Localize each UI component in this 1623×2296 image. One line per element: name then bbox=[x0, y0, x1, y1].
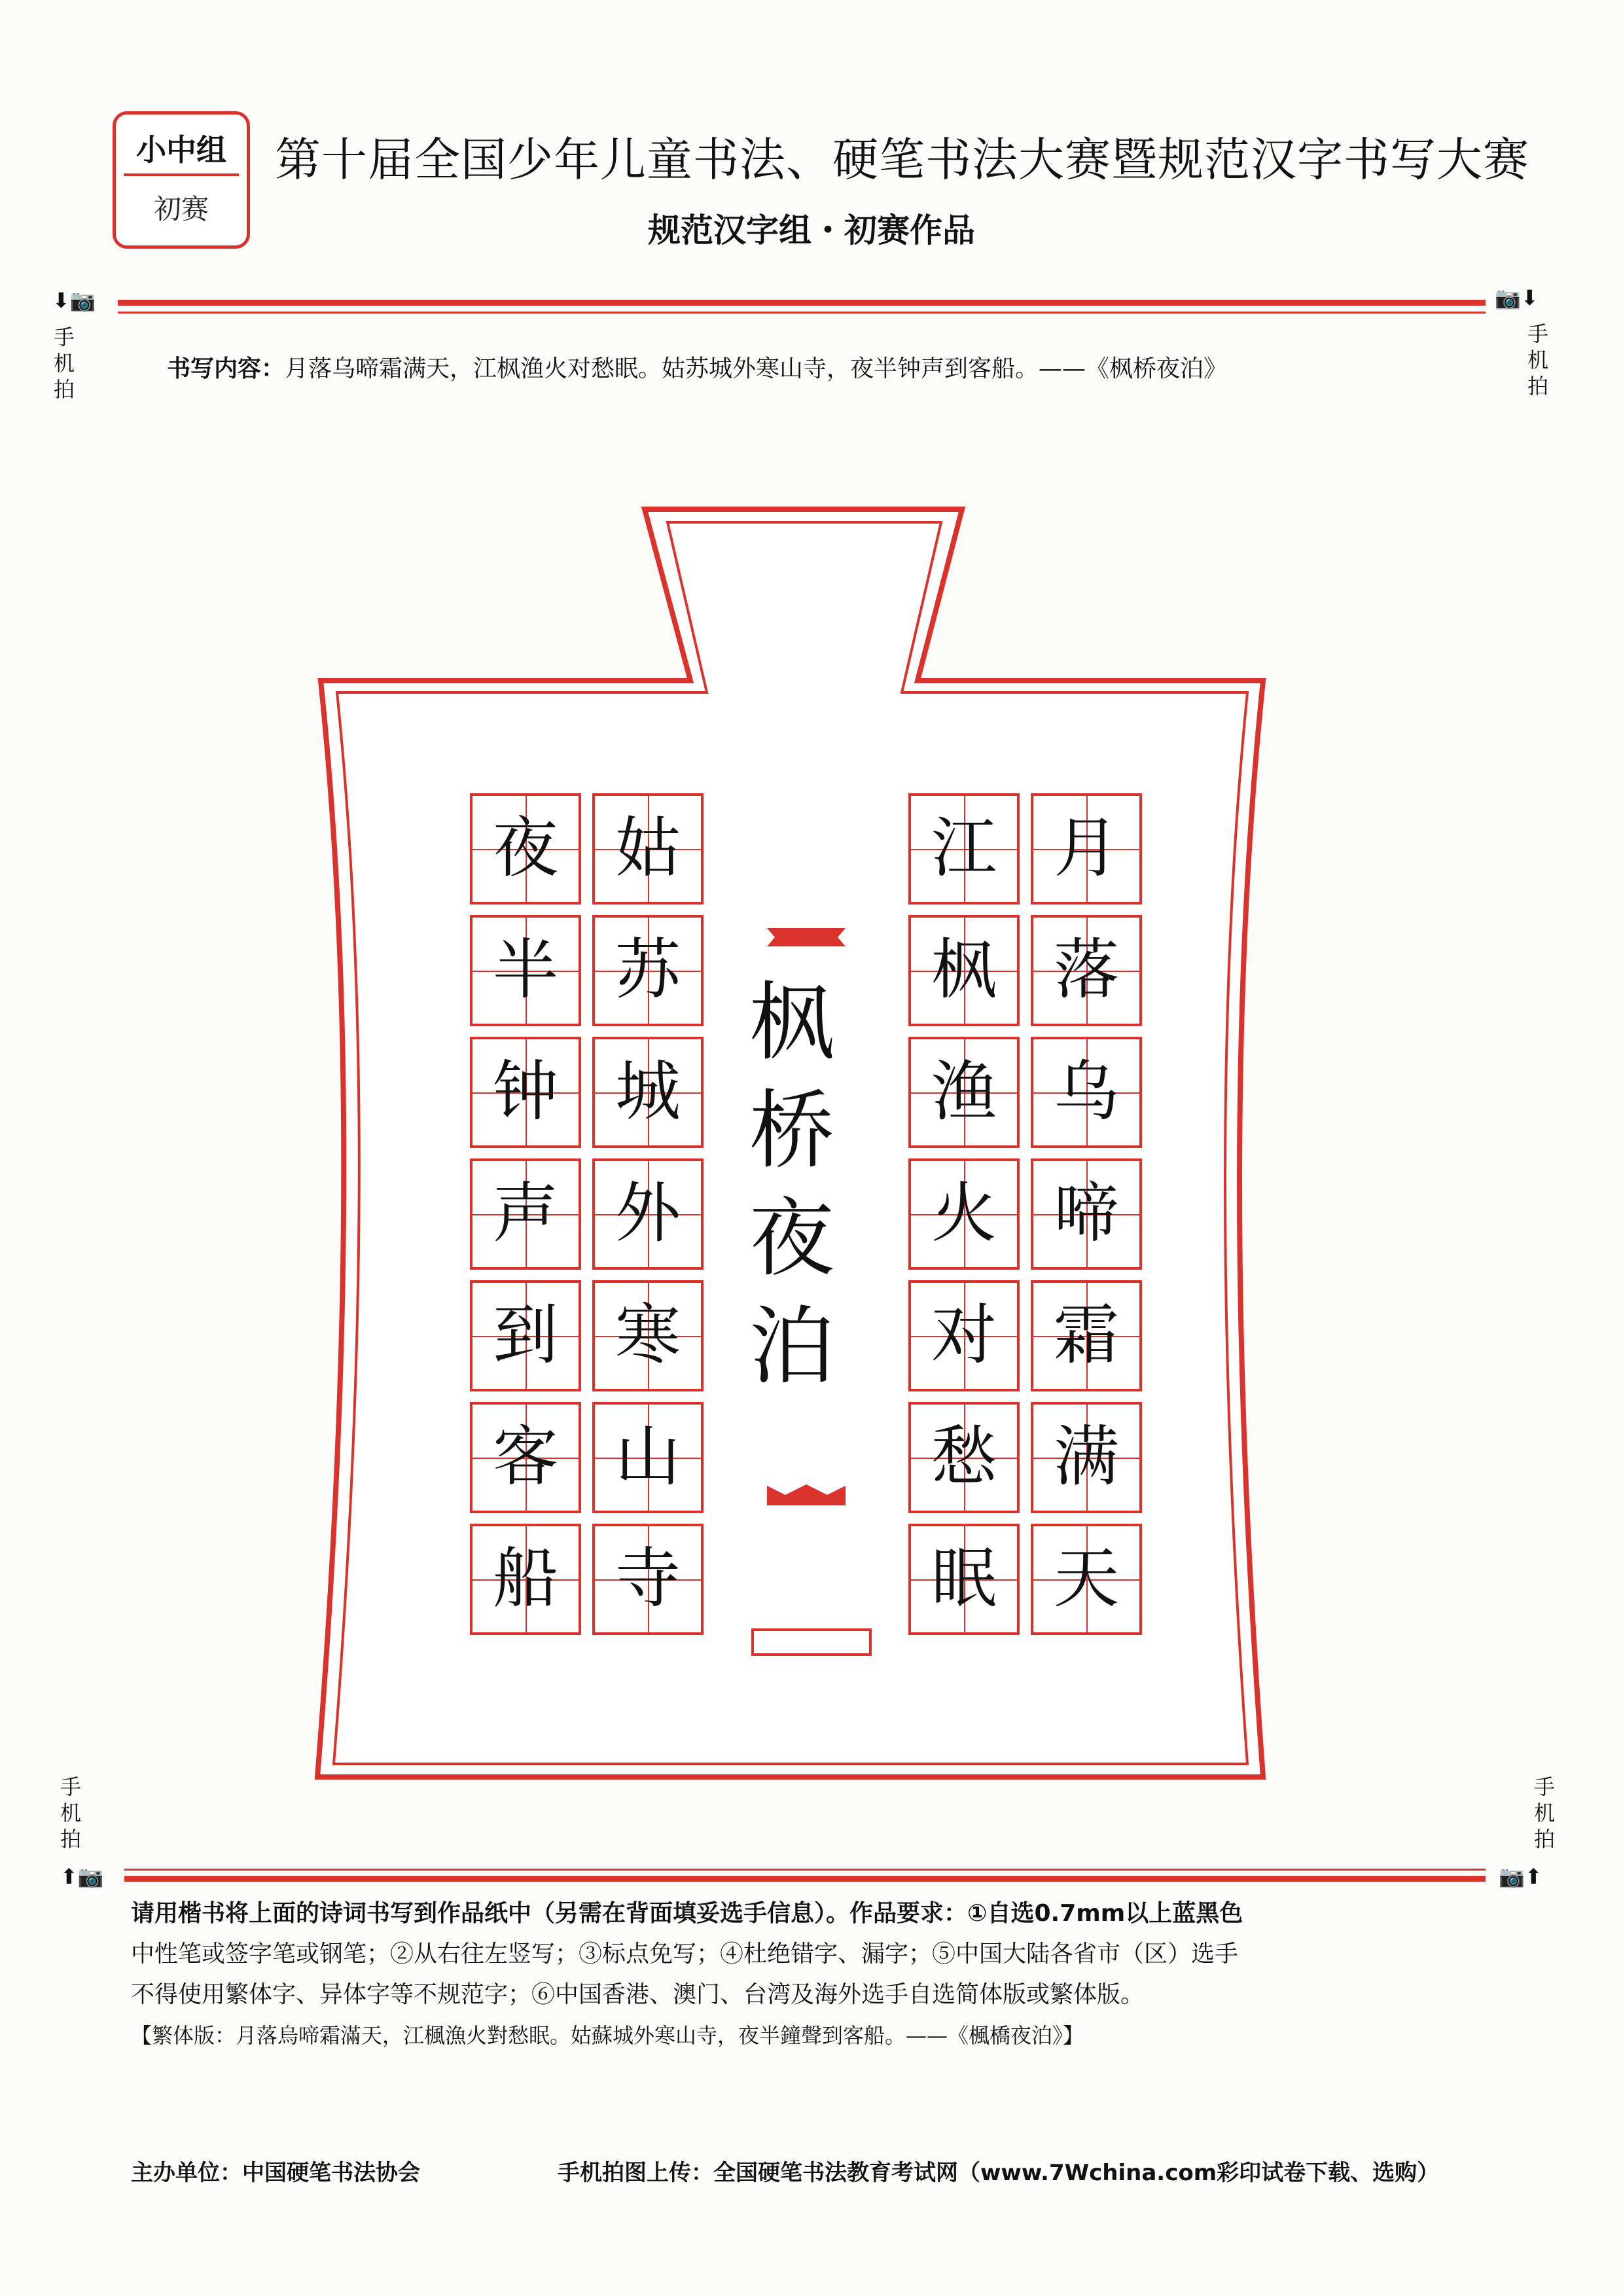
camera-upload-icon: ⬆📷 bbox=[60, 1864, 104, 1889]
grid-cell bbox=[908, 793, 1020, 905]
grid-character: 半 bbox=[493, 931, 558, 1008]
grid-character: 山 bbox=[615, 1418, 681, 1495]
grid-character: 枫 bbox=[931, 931, 997, 1008]
page-subtitle: 规范汉字组・初赛作品 bbox=[648, 211, 975, 249]
grid-cell bbox=[1031, 915, 1142, 1026]
grid-cell bbox=[470, 1402, 581, 1513]
photo-mark-label-bottom-right: 手 机 拍 bbox=[1533, 1774, 1555, 1852]
grid-cell bbox=[592, 1280, 704, 1391]
writing-content-text: 月落乌啼霜满天，江枫渔火对愁眠。姑苏城外寒山寺，夜半钟声到客船。——《枫桥夜泊》 bbox=[285, 355, 1228, 382]
badge-group-label: 小中组 bbox=[136, 132, 226, 168]
grid-character: 寒 bbox=[615, 1297, 681, 1373]
upload-info: 手机拍图上传：全国硬笔书法教育考试网（www.7Wchina.com彩印试卷下载、选购） bbox=[558, 2160, 1440, 2186]
grid-character: 霜 bbox=[1054, 1297, 1119, 1373]
requirements-line-2: 中性笔或签字笔或钢笔；②从右往左竖写；③标点免写；④杜绝错字、漏字；⑤中国大陆各省市（区）选手 bbox=[131, 1941, 1239, 1967]
chevron-top-icon bbox=[767, 928, 846, 946]
photo-mark-label-bottom-left: 手 机 拍 bbox=[60, 1774, 81, 1852]
requirements-line-1: 请用楷书将上面的诗词书写到作品纸中（另需在背面填妥选手信息）。作品要求：①自选0.7mm以上蓝黑色 bbox=[131, 1900, 1243, 1927]
grid-cell bbox=[592, 1524, 704, 1635]
requirements-line-3: 不得使用繁体字、异体字等不规范字；⑥中国香港、澳门、台湾及海外选手自选简体版或繁体版。 bbox=[131, 1981, 1145, 2008]
grid-character: 到 bbox=[493, 1297, 558, 1373]
photo-mark-label-top-left: 手 机 拍 bbox=[53, 325, 75, 402]
grid-character: 天 bbox=[1054, 1540, 1119, 1617]
grid-character: 钟 bbox=[493, 1053, 558, 1130]
grid-character: 满 bbox=[1054, 1418, 1119, 1495]
grid-character: 城 bbox=[615, 1053, 681, 1130]
camera-download-icon: ⬇📷 bbox=[52, 288, 96, 313]
requirements-text bbox=[131, 1893, 1492, 2015]
grid-cell bbox=[592, 1402, 704, 1513]
grid-cell bbox=[908, 1524, 1020, 1635]
grid-character: 对 bbox=[931, 1297, 997, 1373]
grid-character: 外 bbox=[615, 1175, 681, 1251]
grid-character: 火 bbox=[931, 1175, 997, 1251]
bottom-rule-thick bbox=[124, 1876, 1486, 1882]
organizer: 主办单位：中国硬笔书法协会 bbox=[131, 2160, 420, 2186]
grid-cell bbox=[1031, 793, 1142, 905]
grid-character: 乌 bbox=[1054, 1053, 1119, 1130]
writing-content-label: 书写内容： bbox=[167, 355, 285, 382]
grid-character: 月 bbox=[1054, 810, 1119, 886]
grid-cell bbox=[470, 1037, 581, 1148]
grid-character: 夜 bbox=[493, 810, 558, 886]
grid-character: 客 bbox=[493, 1418, 558, 1495]
poem-title-char: 枫 bbox=[749, 973, 834, 1072]
grid-character: 啼 bbox=[1054, 1175, 1119, 1251]
poem-title-char: 夜 bbox=[749, 1189, 834, 1288]
bottom-rule-thin bbox=[124, 1869, 1486, 1871]
grid-character: 眠 bbox=[931, 1540, 997, 1617]
page-title: 第十届全国少年儿童书法、硬笔书法大赛暨规范汉字书写大赛 bbox=[275, 133, 1529, 187]
grid-cell bbox=[1031, 1280, 1142, 1391]
grid-cell bbox=[908, 1037, 1020, 1148]
grid-cell bbox=[908, 1402, 1020, 1513]
grid-cell bbox=[1031, 1524, 1142, 1635]
grid-character: 姑 bbox=[615, 810, 681, 886]
grid-cell bbox=[470, 1158, 581, 1270]
grid-cell bbox=[908, 1280, 1020, 1391]
grid-cell bbox=[592, 1037, 704, 1148]
badge-round-label: 初赛 bbox=[153, 193, 209, 225]
grid-cell bbox=[908, 1158, 1020, 1270]
grid-cell bbox=[1031, 1402, 1142, 1513]
traditional-version: 【繁体版：月落烏啼霜滿天，江楓漁火對愁眠。姑蘇城外寒山寺，夜半鐘聲到客船。——《楓橋夜泊》】 bbox=[131, 2023, 1084, 2048]
grid-cell bbox=[470, 1280, 581, 1391]
poem-title-vertical bbox=[743, 969, 841, 1401]
grid-cell bbox=[470, 915, 581, 1026]
grid-character: 船 bbox=[493, 1540, 558, 1617]
grid-character: 落 bbox=[1054, 931, 1119, 1008]
grid-character: 愁 bbox=[931, 1418, 997, 1495]
poem-title-char: 桥 bbox=[749, 1081, 834, 1180]
grid-character: 江 bbox=[931, 810, 997, 886]
frame-notch bbox=[753, 1630, 870, 1655]
grid-cell bbox=[592, 915, 704, 1026]
grid-cell bbox=[908, 915, 1020, 1026]
grid-cell bbox=[592, 1158, 704, 1270]
grid-cell bbox=[470, 793, 581, 905]
camera-upload-icon: 📷⬆ bbox=[1499, 1864, 1543, 1889]
grid-character: 渔 bbox=[931, 1053, 997, 1130]
grid-cell bbox=[592, 793, 704, 905]
grid-cell bbox=[1031, 1158, 1142, 1270]
photo-mark-label-top-right: 手 机 拍 bbox=[1527, 321, 1548, 399]
grid-character: 寺 bbox=[615, 1540, 681, 1617]
grid-cell bbox=[470, 1524, 581, 1635]
poem-title-char: 泊 bbox=[749, 1297, 834, 1396]
grid-cell bbox=[1031, 1037, 1142, 1148]
grid-character: 声 bbox=[493, 1175, 558, 1251]
grid-character: 苏 bbox=[615, 931, 681, 1008]
camera-download-icon: 📷⬇ bbox=[1495, 285, 1539, 310]
